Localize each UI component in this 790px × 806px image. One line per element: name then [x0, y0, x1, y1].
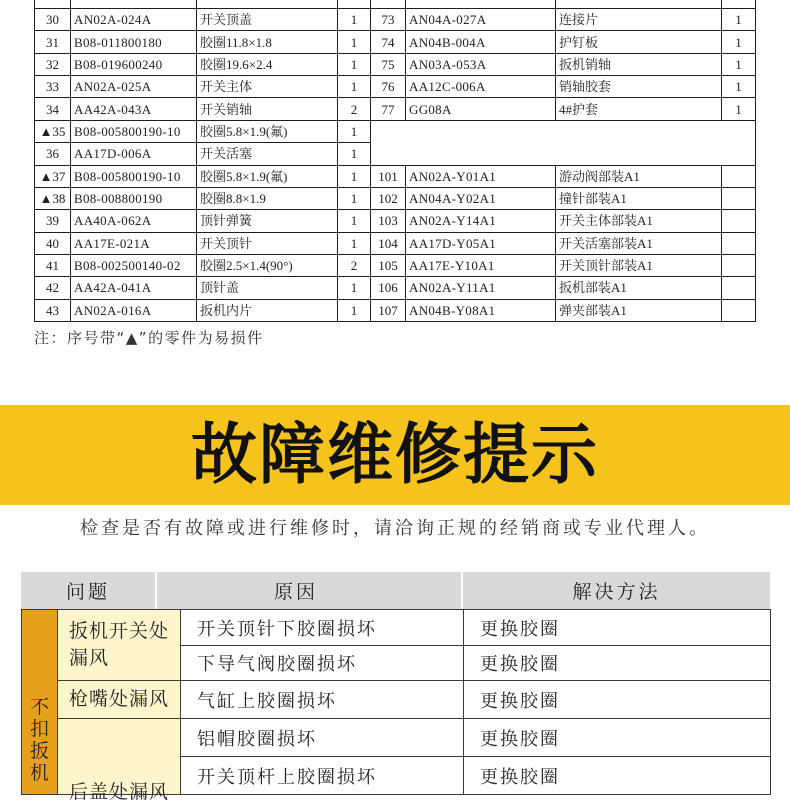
part-qty: 1 [338, 76, 371, 98]
part-no: 32 [35, 53, 71, 75]
solution-cell: 更换胶圈 [464, 719, 771, 757]
part-code: AA17E-Y10A1 [406, 254, 556, 276]
part-name: 销轴胶套 [556, 76, 722, 98]
part-name: 胶圈8.8×1.9 [197, 187, 338, 209]
part-code: B08-019600240 [71, 53, 197, 75]
part-code: AN02A-016A [71, 299, 197, 321]
part-no: 34 [35, 98, 71, 120]
part-code: AN02A-Y11A1 [406, 277, 556, 299]
part-name: 开关顶盖 [197, 9, 338, 31]
part-name: 顶针盖 [197, 277, 338, 299]
part-code: AA17E-021A [71, 232, 197, 254]
table-body [21, 609, 771, 803]
parts-row [35, 76, 756, 98]
part-name: 扳机销轴 [556, 53, 722, 75]
solution-cell: 更换胶圈 [464, 681, 771, 719]
part-name: 连接片 [556, 9, 722, 31]
part-qty: 1 [722, 53, 756, 75]
solution-cell: 更换胶圈 [464, 757, 771, 795]
part-no: 36 [35, 143, 71, 165]
table-row [22, 610, 771, 646]
part-qty [722, 254, 756, 276]
category-cell [22, 610, 58, 795]
part-qty: 1 [338, 53, 371, 75]
part-qty: 1 [722, 98, 756, 120]
part-qty [722, 210, 756, 232]
cause-cell: 开关顶杆上胶圈损坏 [181, 757, 464, 795]
part-code: AA17D-Y05A1 [406, 232, 556, 254]
part-qty: 1 [338, 277, 371, 299]
part-no: 76 [371, 76, 406, 98]
parts-row [35, 277, 756, 299]
part-code: B08-011800180 [71, 31, 197, 53]
part-no: 33 [35, 76, 71, 98]
part-no: 105 [371, 254, 406, 276]
part-code: AA12C-006A [406, 76, 556, 98]
troubleshooting-table [21, 572, 770, 803]
part-no: 106 [371, 277, 406, 299]
part-name: 胶圈2.5×1.4(90°) [197, 254, 338, 276]
parts-row [35, 9, 756, 31]
part-no: 103 [371, 210, 406, 232]
wear-part-note: 注：序号带“▲”的零件为易损件 [34, 329, 264, 347]
problem-cell [58, 719, 181, 803]
problem-label: 后盖处漏风 [69, 781, 170, 803]
part-no: ▲37 [35, 165, 71, 187]
part-name: 开关顶针部装A1 [556, 254, 722, 276]
part-qty: 1 [722, 9, 756, 31]
part-no: 101 [371, 165, 406, 187]
part-qty [722, 232, 756, 254]
part-code: B08-005800190-10 [71, 165, 197, 187]
part-no: 43 [35, 299, 71, 321]
parts-row [35, 120, 756, 142]
part-qty [722, 165, 756, 187]
part-qty: 1 [338, 210, 371, 232]
part-code: AN03A-053A [406, 53, 556, 75]
solution-cell: 更换胶圈 [464, 610, 771, 646]
part-name: 胶圈5.8×1.9(氟) [197, 120, 338, 142]
empty-cell [371, 120, 756, 165]
part-code: AA17D-006A [71, 143, 197, 165]
part-code: AN02A-Y14A1 [406, 210, 556, 232]
part-code: B08-005800190-10 [71, 120, 197, 142]
section-subtitle: 检查是否有故障或进行维修时，请洽询正规的经销商或专业代理人。 [80, 518, 710, 539]
part-qty: 1 [722, 31, 756, 53]
parts-table [34, 0, 756, 322]
parts-row [35, 187, 756, 209]
parts-row [35, 53, 756, 75]
part-name: 游动阀部装A1 [556, 165, 722, 187]
problem-cell: 扳机开关处漏风 [58, 610, 181, 681]
section-title: 故障维修提示 [191, 416, 599, 493]
part-qty: 1 [722, 76, 756, 98]
parts-row-clipped [35, 0, 756, 9]
part-code: AA42A-041A [71, 277, 197, 299]
part-no: ▲35 [35, 120, 71, 142]
parts-row [35, 98, 756, 120]
parts-row [35, 299, 756, 321]
part-qty [722, 187, 756, 209]
part-name: 胶圈19.6×2.4 [197, 53, 338, 75]
part-qty: 2 [338, 98, 371, 120]
part-qty: 1 [338, 187, 371, 209]
part-code: AN04B-Y08A1 [406, 299, 556, 321]
part-no: 102 [371, 187, 406, 209]
part-no: 107 [371, 299, 406, 321]
table-row [22, 719, 771, 757]
header-cause: 原因 [157, 572, 463, 609]
section-banner [0, 405, 790, 505]
part-qty [722, 277, 756, 299]
part-name: 弹夹部装A1 [556, 299, 722, 321]
part-no: 73 [371, 9, 406, 31]
cause-cell: 铝帽胶圈损坏 [181, 719, 464, 757]
part-code: B08-008800190 [71, 187, 197, 209]
part-name: 扳机部装A1 [556, 277, 722, 299]
part-qty: 1 [338, 165, 371, 187]
part-qty: 1 [338, 120, 371, 142]
parts-row [35, 210, 756, 232]
part-name: 撞针部装A1 [556, 187, 722, 209]
table-row [22, 681, 771, 719]
part-no: 31 [35, 31, 71, 53]
part-name: 护钉板 [556, 31, 722, 53]
part-name: 开关活塞 [197, 143, 338, 165]
part-code: AN02A-Y01A1 [406, 165, 556, 187]
part-name: 胶圈11.8×1.8 [197, 31, 338, 53]
header-problem: 问题 [21, 572, 157, 609]
part-no: 77 [371, 98, 406, 120]
category-label: 不扣扳机 [30, 696, 50, 784]
part-qty: 1 [338, 299, 371, 321]
part-qty: 1 [338, 31, 371, 53]
header-solution: 解决方法 [572, 581, 661, 603]
part-code: GG08A [406, 98, 556, 120]
part-name: 胶圈5.8×1.9(氟) [197, 165, 338, 187]
part-code: AN04B-004A [406, 31, 556, 53]
cause-cell: 下导气阀胶圈损坏 [181, 646, 464, 681]
part-qty: 1 [338, 9, 371, 31]
part-no: 39 [35, 210, 71, 232]
part-no: 30 [35, 9, 71, 31]
cause-cell: 气缸上胶圈损坏 [181, 681, 464, 719]
part-name: 开关顶针 [197, 232, 338, 254]
solution-cell: 更换胶圈 [464, 646, 771, 681]
part-no: 42 [35, 277, 71, 299]
part-name: 开关主体 [197, 76, 338, 98]
part-name: 顶针弹簧 [197, 210, 338, 232]
part-code: AN02A-025A [71, 76, 197, 98]
parts-row [35, 232, 756, 254]
part-code: AN02A-024A [71, 9, 197, 31]
parts-row [35, 254, 756, 276]
part-code: AA42A-043A [71, 98, 197, 120]
part-no: 40 [35, 232, 71, 254]
part-code: B08-002500140-02 [71, 254, 197, 276]
cause-cell: 开关顶针下胶圈损坏 [181, 610, 464, 646]
part-qty: 1 [338, 143, 371, 165]
parts-row [35, 165, 756, 187]
part-name: 开关销轴 [197, 98, 338, 120]
part-no: 75 [371, 53, 406, 75]
part-no: 41 [35, 254, 71, 276]
part-qty [722, 299, 756, 321]
part-name: 4#护套 [556, 98, 722, 120]
part-no: ▲38 [35, 187, 71, 209]
part-qty: 2 [338, 254, 371, 276]
part-no: 104 [371, 232, 406, 254]
part-code: AA40A-062A [71, 210, 197, 232]
parts-row [35, 31, 756, 53]
part-name: 开关活塞部装A1 [556, 232, 722, 254]
problem-cell: 枪嘴处漏风 [58, 681, 181, 719]
part-code: AN04A-Y02A1 [406, 187, 556, 209]
part-code: AN04A-027A [406, 9, 556, 31]
part-name: 开关主体部装A1 [556, 210, 722, 232]
table-header [21, 572, 770, 609]
part-qty: 1 [338, 232, 371, 254]
part-no: 74 [371, 31, 406, 53]
part-name: 扳机内片 [197, 299, 338, 321]
